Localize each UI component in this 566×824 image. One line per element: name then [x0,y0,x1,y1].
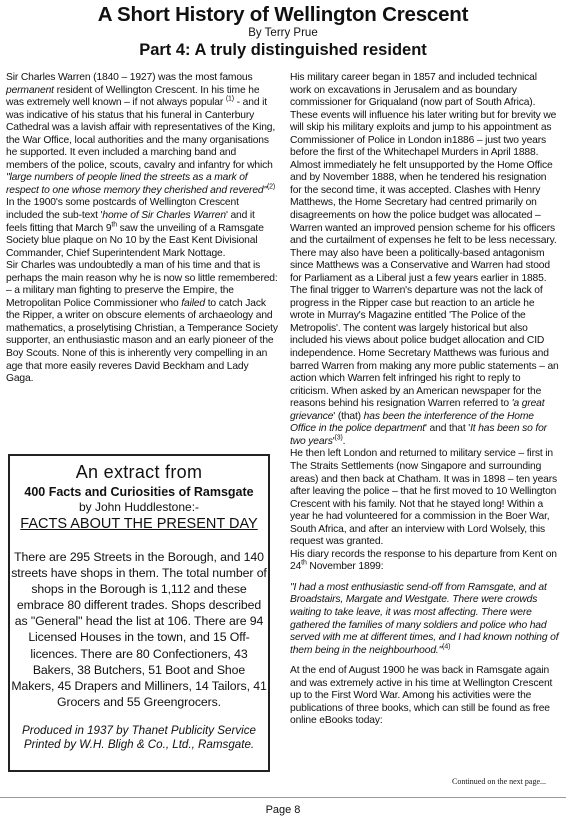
paragraph [6,197,278,260]
extract-facts-title: FACTS ABOUT THE PRESENT DAY [20,516,258,532]
text-italic: permanent [6,84,54,96]
paragraph [6,260,278,385]
text: ' and that ' [425,423,471,435]
text: Sir Charles Warren (1840 – 1927) was the most famous [6,72,253,83]
right-column [290,72,560,728]
extract-printed: Printed by W.H. Bligh & Co., Ltd., Ramsgate. [23,738,255,752]
text: His diary records the response to his departure from Kent on 24 [290,548,557,573]
paragraph [290,285,560,448]
text: In the 1900's some postcards of Wellington Crescent included the sub-text ' [6,197,239,222]
left-column [6,72,278,386]
extract-box [8,454,270,772]
extract-credits [10,724,268,753]
article-subtitle: Part 4: A truly distinguished resident [139,41,427,59]
extract-book-title: 400 Facts and Curiosities of Ramsgate [24,485,254,499]
page-number: Page 8 [265,804,301,816]
text: . [342,435,346,447]
paragraph [6,72,278,197]
paragraph: Almost immediately he felt unsupported by the Home Office and by November 1888, when he tendered his resignation for the second time, it was accepted. Clashes with Henry Matthews, the Home Secretary had centred primarily on disagreements on how the police budget was allocated – Warren wanted an improved pension scheme for his officers and the curtailment of expenses he felt to be less necessary. There may also have been a politically-based antagonism since Matthews was a Conservative and Warren had stood for Parliament as a Liberal just a few years earlier in 1885. [290,159,557,284]
text: The final trigger to Warren's departure was not the lack of progress in the Ripper case but reaction to an article he wrote in Murray's Magazine entitled 'The Police of the Metropolis'. The content was largely historical but also included his views about police budget allocation and CID independence. Home Secretary Matthews was furious and barred Warren from making any more public statements – an action which Warren felt infringed his right to reply to criticism. When asked by an American newspaper for the reasons behind his resignation Warren referred to [290,285,559,410]
footnote-ref: (4) [442,643,451,651]
footnote-ref: (1) [225,95,234,103]
extract-body: There are 295 Streets in the Borough, and 140 streets have shops in them. The total number of shops in the Borough is 1,112 and these embrace 80 different trades. Shops described as "General" head the list at 106. There are 94 Licensed Houses in the town, and 15 Off-licences. There are 80 Confectioners, 43 Bakers, 38 Butchers, 51 Boot and Shoe Makers, 45 Drapers and Milliners, 14 Tailors, 41 Grocers and 55 Greengrocers. [11,550,267,709]
extract-author: by John Huddlestone:- [78,500,200,514]
superscript: th [301,559,307,567]
superscript: th [111,221,117,229]
text: resident of Wellington Crescent. In his time he was extremely well known – if not always popular [6,84,260,109]
paragraph: He then left London and returned to military service – first in The Straits Settlements (now Singapore and surrounding areas) and then back at Chatham. It was in 1898 – ten years after leaving the police – that he first moved to 10 Wellington Crescent with his family. Not that he stayed long! Within a year he had volunteered for a commission in the Boer War, South Africa, and after an interview with Lord Wolsely, this request was granted. [290,448,558,548]
text-italic: home of Sir Charles Warren [102,210,226,222]
extract-produced: Produced in 1937 by Thanet Publicity Service [22,723,256,737]
text: ' [332,435,335,447]
text: - and it was indicative of his status that his funeral in Canterbury Cathedral was a lavish affair with representatives of the King, the War Office, local authorities and the many organisations he supported. It even included a marching band and members of the police, scouts, cavalry and infantry for which [6,97,276,171]
article-title: A Short History of Wellington Crescent [97,3,469,26]
text-italic: "I had a most enthusiastic send-off from Ramsgate, and at Broadstairs, Margate and Westgate. There were crowds waiting to take leave, it was most affecting. There were gathered the families of many soldiers and police who had served with me at different times, and I had known nothing of them being in the neighbourhood." [290,581,559,656]
text: saw the unveiling of a Ramsgate Society blue plaque on No 10 by the East Kent Divisional Commander, Chief Superintendent Mark Nottage. [6,222,264,259]
paragraph: His military career began in 1857 and included technical work on excavations in Jerusalem and as boundary commissioner for Griqualand (now part of South Africa). These events will influence his later writing but for brevity we will skip his military exploits and jump to his appointment as Commissioner of Police in London in1886 – just two years before the first of the Whitechapel Murders in April 1888. [290,72,557,159]
paragraph: At the end of August 1900 he was back in Ramsgate again and was extremely active in his time at Wellington Crescent up to the First Word War. Among his activities were the publications of three books, which can still be found as free online eBooks today: [290,665,553,727]
footnote-ref: (2) [266,183,276,191]
extract-heading: An extract from [75,462,203,482]
footnote-ref: (3) [334,434,343,442]
text: ' and it feels fitting that March 9 [6,210,255,234]
text: Sir Charles was undoubtedly a man of his time and that is perhaps the main reason why he is now so little remembered: – a military man fighting to preserve the Empire, the Metropolitan Police Commissioner who [6,260,278,309]
text: to catch Jack the Ripper, a writer on obscure elements of archaeology and mathematics, a proselytising Christian, a Temperance Society supporter, an enthusiastic mason and an early pioneer of the Boy Scouts. None of this is inherently very compelling in an age that more easily reveres David Beckham and Lady Gaga. [6,297,278,385]
text: November 1899: [306,561,384,573]
footer-divider [0,797,566,798]
text-italic: has been the interference of the Home Office in the police department [290,410,534,435]
continued-note: Continued on the next page... [452,777,546,786]
text-italic: "large numbers of people lined the streets as a mark of respect to one whose memory they cherished and revered" [6,172,267,196]
text-italic: It has been so for two years [290,423,547,447]
text-italic: failed [181,297,206,309]
article-header [0,3,566,60]
diary-quote [290,582,560,657]
article-byline: By Terry Prue [248,27,318,39]
text: ' (that) [333,410,364,422]
paragraph [290,549,560,574]
text-italic: 'a great grievance [290,398,545,422]
